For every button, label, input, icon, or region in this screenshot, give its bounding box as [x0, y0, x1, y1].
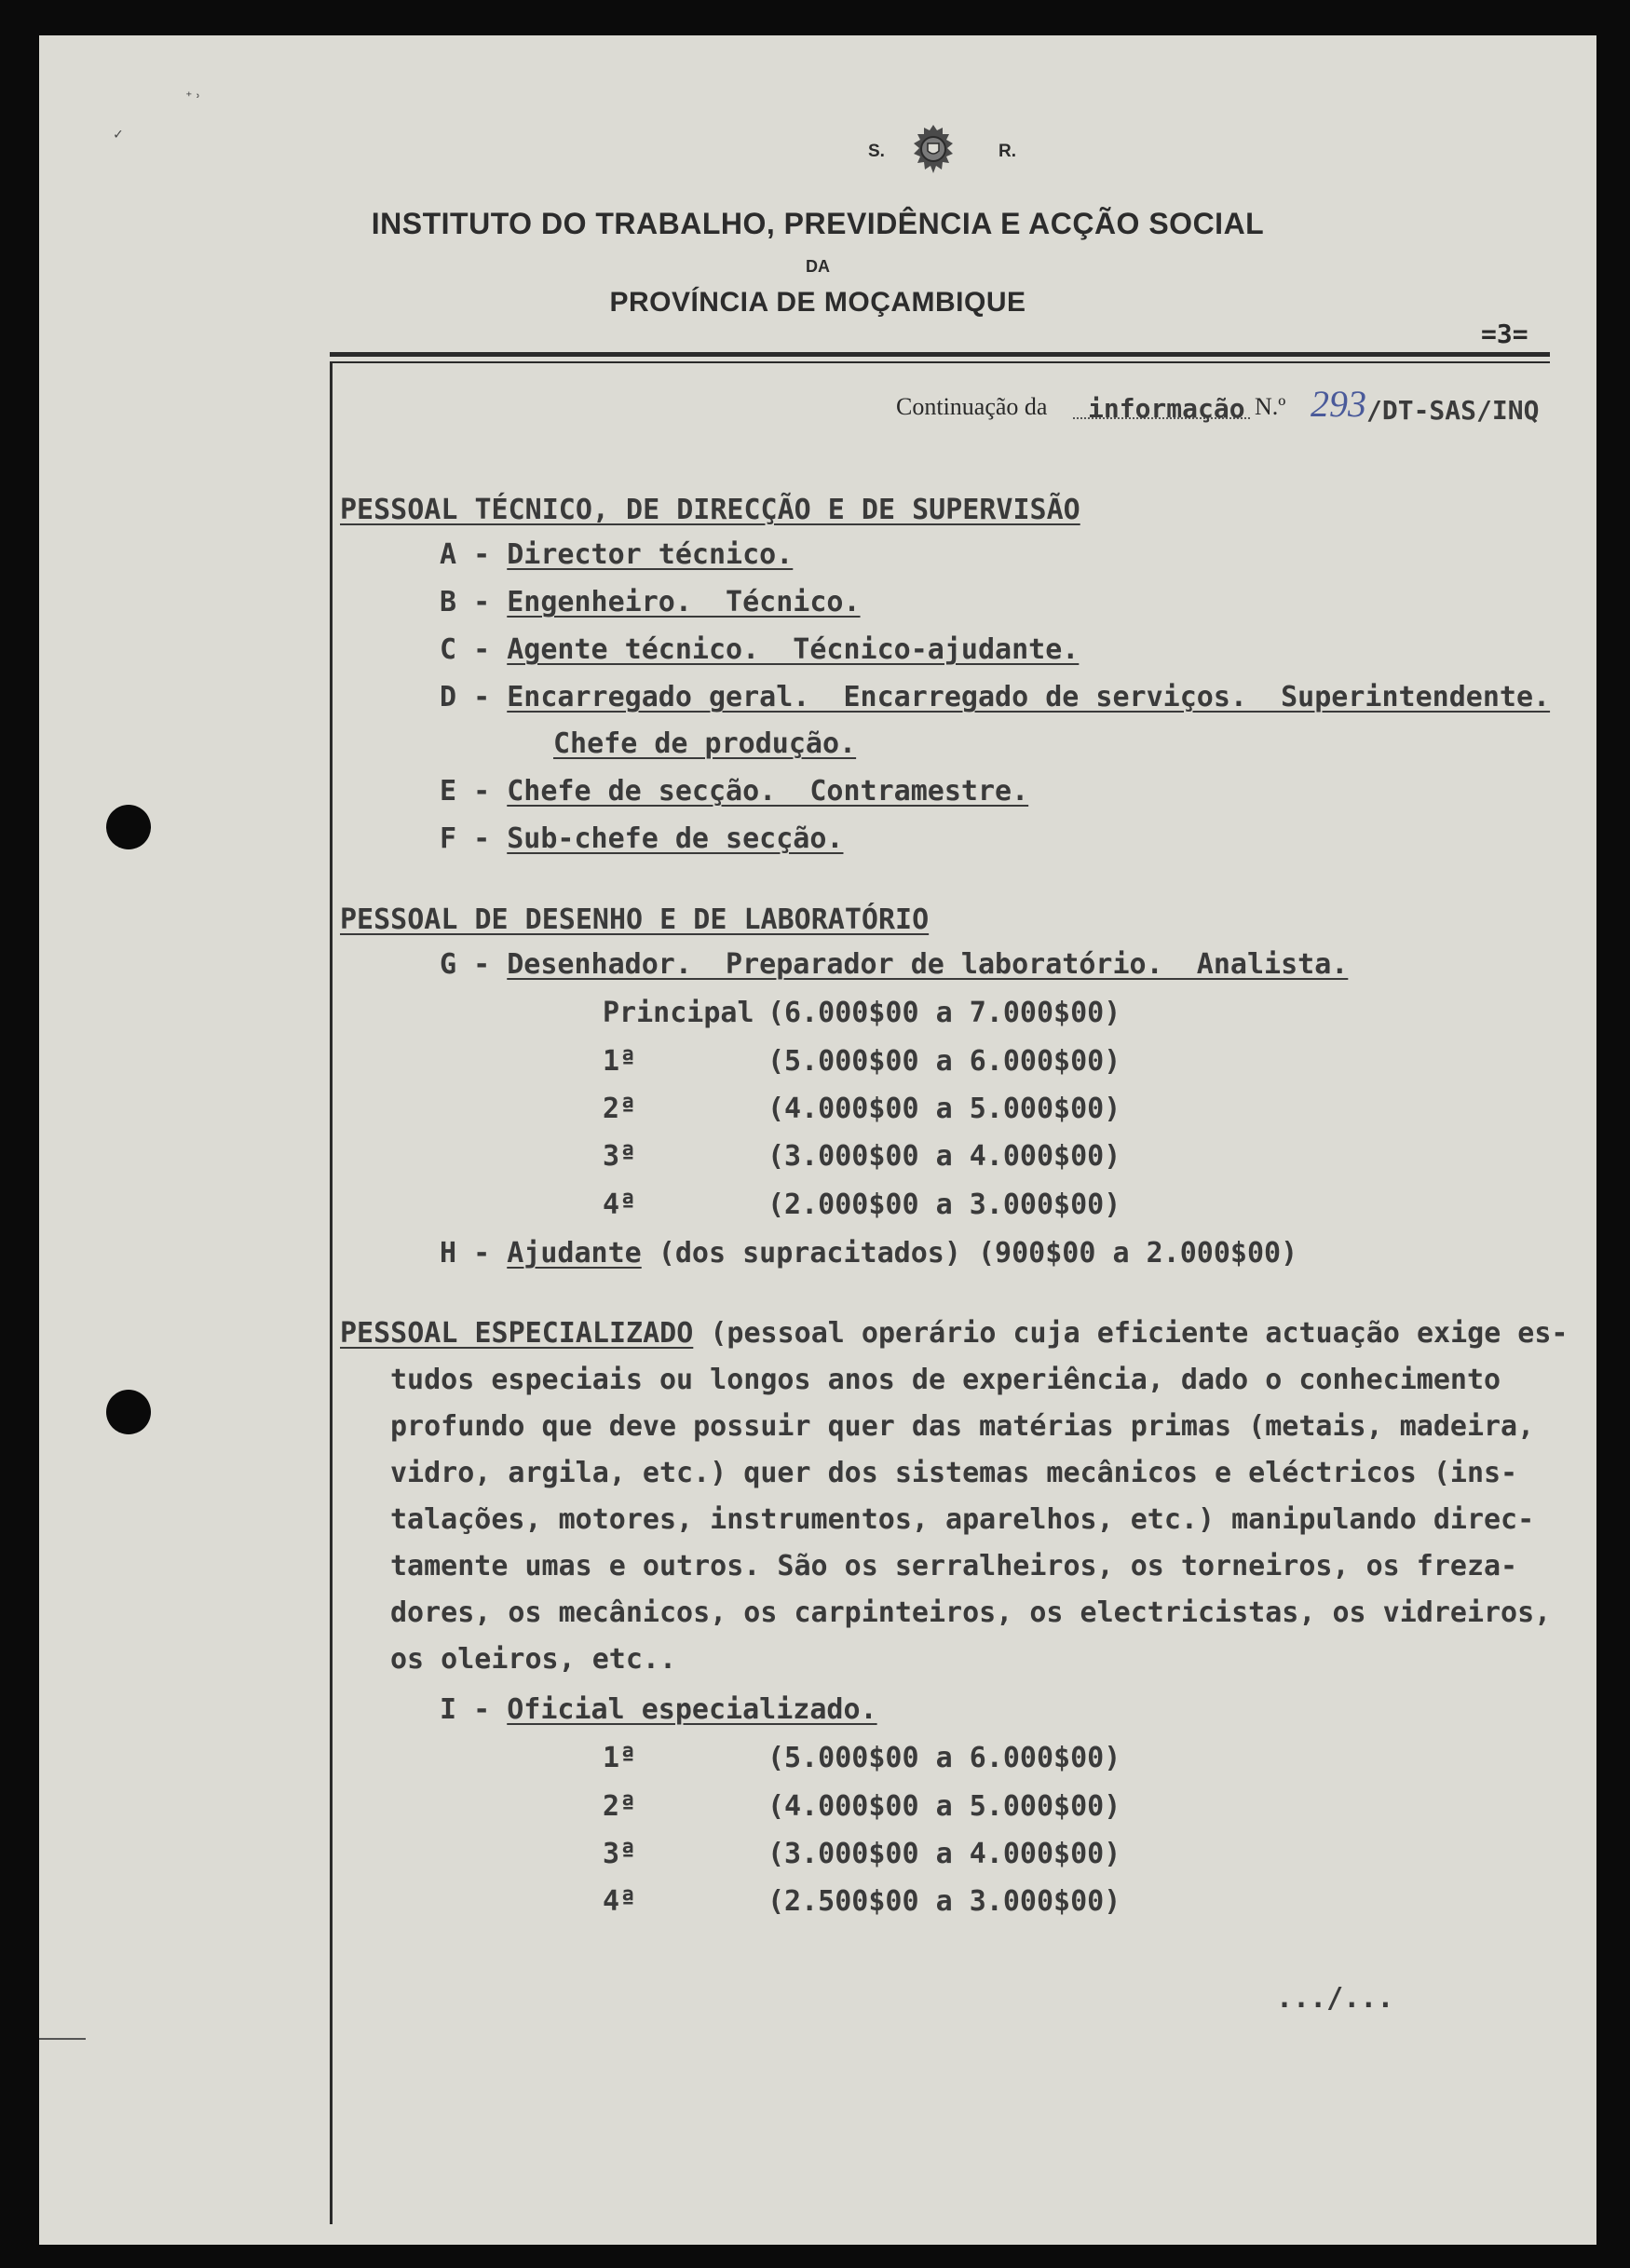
rank-label: Principal	[603, 997, 754, 1029]
institute-da: DA	[806, 257, 830, 276]
salary-range: (4.000$00 a 5.000$00)	[767, 1790, 1121, 1823]
paragraph-line: profundo que deve possuir quer das matérias primas (metais, madeira,	[390, 1410, 1535, 1443]
stray-mark: ✓	[114, 125, 123, 143]
page-number: =3=	[1481, 319, 1528, 349]
institute-title: INSTITUTO DO TRABALHO, PREVIDÊNCIA E ACÇÃO SOCIAL	[371, 207, 1265, 240]
margin-tick	[39, 2038, 86, 2040]
rank-label: 2ª	[603, 1093, 637, 1125]
item-i: I - Oficial especializado.	[440, 1693, 877, 1726]
salary-range: (6.000$00 a 7.000$00)	[767, 997, 1121, 1029]
item-d-continued: Chefe de produção.	[553, 727, 857, 760]
province-title: PROVÍNCIA DE MOÇAMBIQUE	[609, 287, 1026, 318]
item-c: C - Agente técnico. Técnico-ajudante.	[440, 633, 1080, 666]
item-a: A - Director técnico.	[440, 538, 794, 571]
stray-mark: ⁺˒	[184, 88, 203, 105]
item-d: D - Encarregado geral. Encarregado de serviços. Superintendente.	[440, 681, 1551, 713]
punch-hole-bottom	[106, 1390, 151, 1434]
rank-label: 1ª	[603, 1742, 637, 1774]
section-title-desenho: PESSOAL DE DESENHO E DE LABORATÓRIO	[340, 903, 930, 936]
header-rule-thin	[330, 361, 1550, 363]
rank-label: 3ª	[603, 1140, 637, 1173]
salary-range: (4.000$00 a 5.000$00)	[767, 1093, 1121, 1125]
header-rule-thick	[330, 352, 1550, 357]
salary-range: (3.000$00 a 4.000$00)	[767, 1838, 1121, 1870]
continuation-number: 293	[1311, 383, 1366, 425]
item-e: E - Chefe de secção. Contramestre.	[440, 775, 1029, 808]
continued-mark: .../...	[1276, 1982, 1394, 2015]
item-b: B - Engenheiro. Técnico.	[440, 586, 861, 618]
item-g: G - Desenhador. Preparador de laboratório. Analista.	[440, 948, 1349, 981]
sr-right: R.	[998, 142, 1016, 161]
section-title-especializado: PESSOAL ESPECIALIZADO (pessoal operário cuja eficiente actuação exige es-	[340, 1317, 1569, 1350]
paragraph-line: talações, motores, instrumentos, aparelhos, etc.) manipulando direc-	[390, 1503, 1535, 1536]
sr-left: S.	[868, 142, 885, 161]
continuation-number-label: N.º	[1255, 393, 1286, 420]
item-f: F - Sub-chefe de secção.	[440, 822, 844, 855]
salary-range: (5.000$00 a 6.000$00)	[767, 1742, 1121, 1774]
salary-range: (2.000$00 a 3.000$00)	[767, 1188, 1121, 1221]
punch-hole-top	[106, 805, 151, 849]
section-title-tecnico: PESSOAL TÉCNICO, DE DIRECÇÃO E DE SUPERVISÃO	[340, 494, 1080, 526]
document-page	[39, 35, 1596, 2245]
rank-label: 1ª	[603, 1045, 637, 1078]
paragraph-line: dores, os mecânicos, os carpinteiros, os electricistas, os vidreiros,	[390, 1596, 1552, 1629]
paragraph-line: tamente umas e outros. São os serralheiros, os torneiros, os freza-	[390, 1550, 1518, 1582]
rank-label: 3ª	[603, 1838, 637, 1870]
rank-label: 4ª	[603, 1188, 637, 1221]
continuation-label: Continuação da	[896, 393, 1048, 420]
salary-range: (2.500$00 a 3.000$00)	[767, 1885, 1121, 1918]
item-h: H - Ajudante (dos supracitados) (900$00 a 2.000$00)	[440, 1237, 1298, 1270]
rank-label: 2ª	[603, 1790, 637, 1823]
salary-range: (3.000$00 a 4.000$00)	[767, 1140, 1121, 1173]
coat-of-arms-icon	[910, 123, 957, 175]
paragraph-line: vidro, argila, etc.) quer dos sistemas mecânicos e eléctricos (ins-	[390, 1457, 1518, 1489]
salary-range: (5.000$00 a 6.000$00)	[767, 1045, 1121, 1078]
continuation-type: informação	[1088, 393, 1245, 424]
margin-rule	[330, 361, 333, 2224]
paragraph-line: tudos especiais ou longos anos de experiência, dado o conhecimento	[390, 1364, 1501, 1396]
paragraph-line: os oleiros, etc..	[390, 1643, 677, 1676]
continuation-suffix: /DT-SAS/INQ	[1366, 395, 1540, 426]
rank-label: 4ª	[603, 1885, 637, 1918]
